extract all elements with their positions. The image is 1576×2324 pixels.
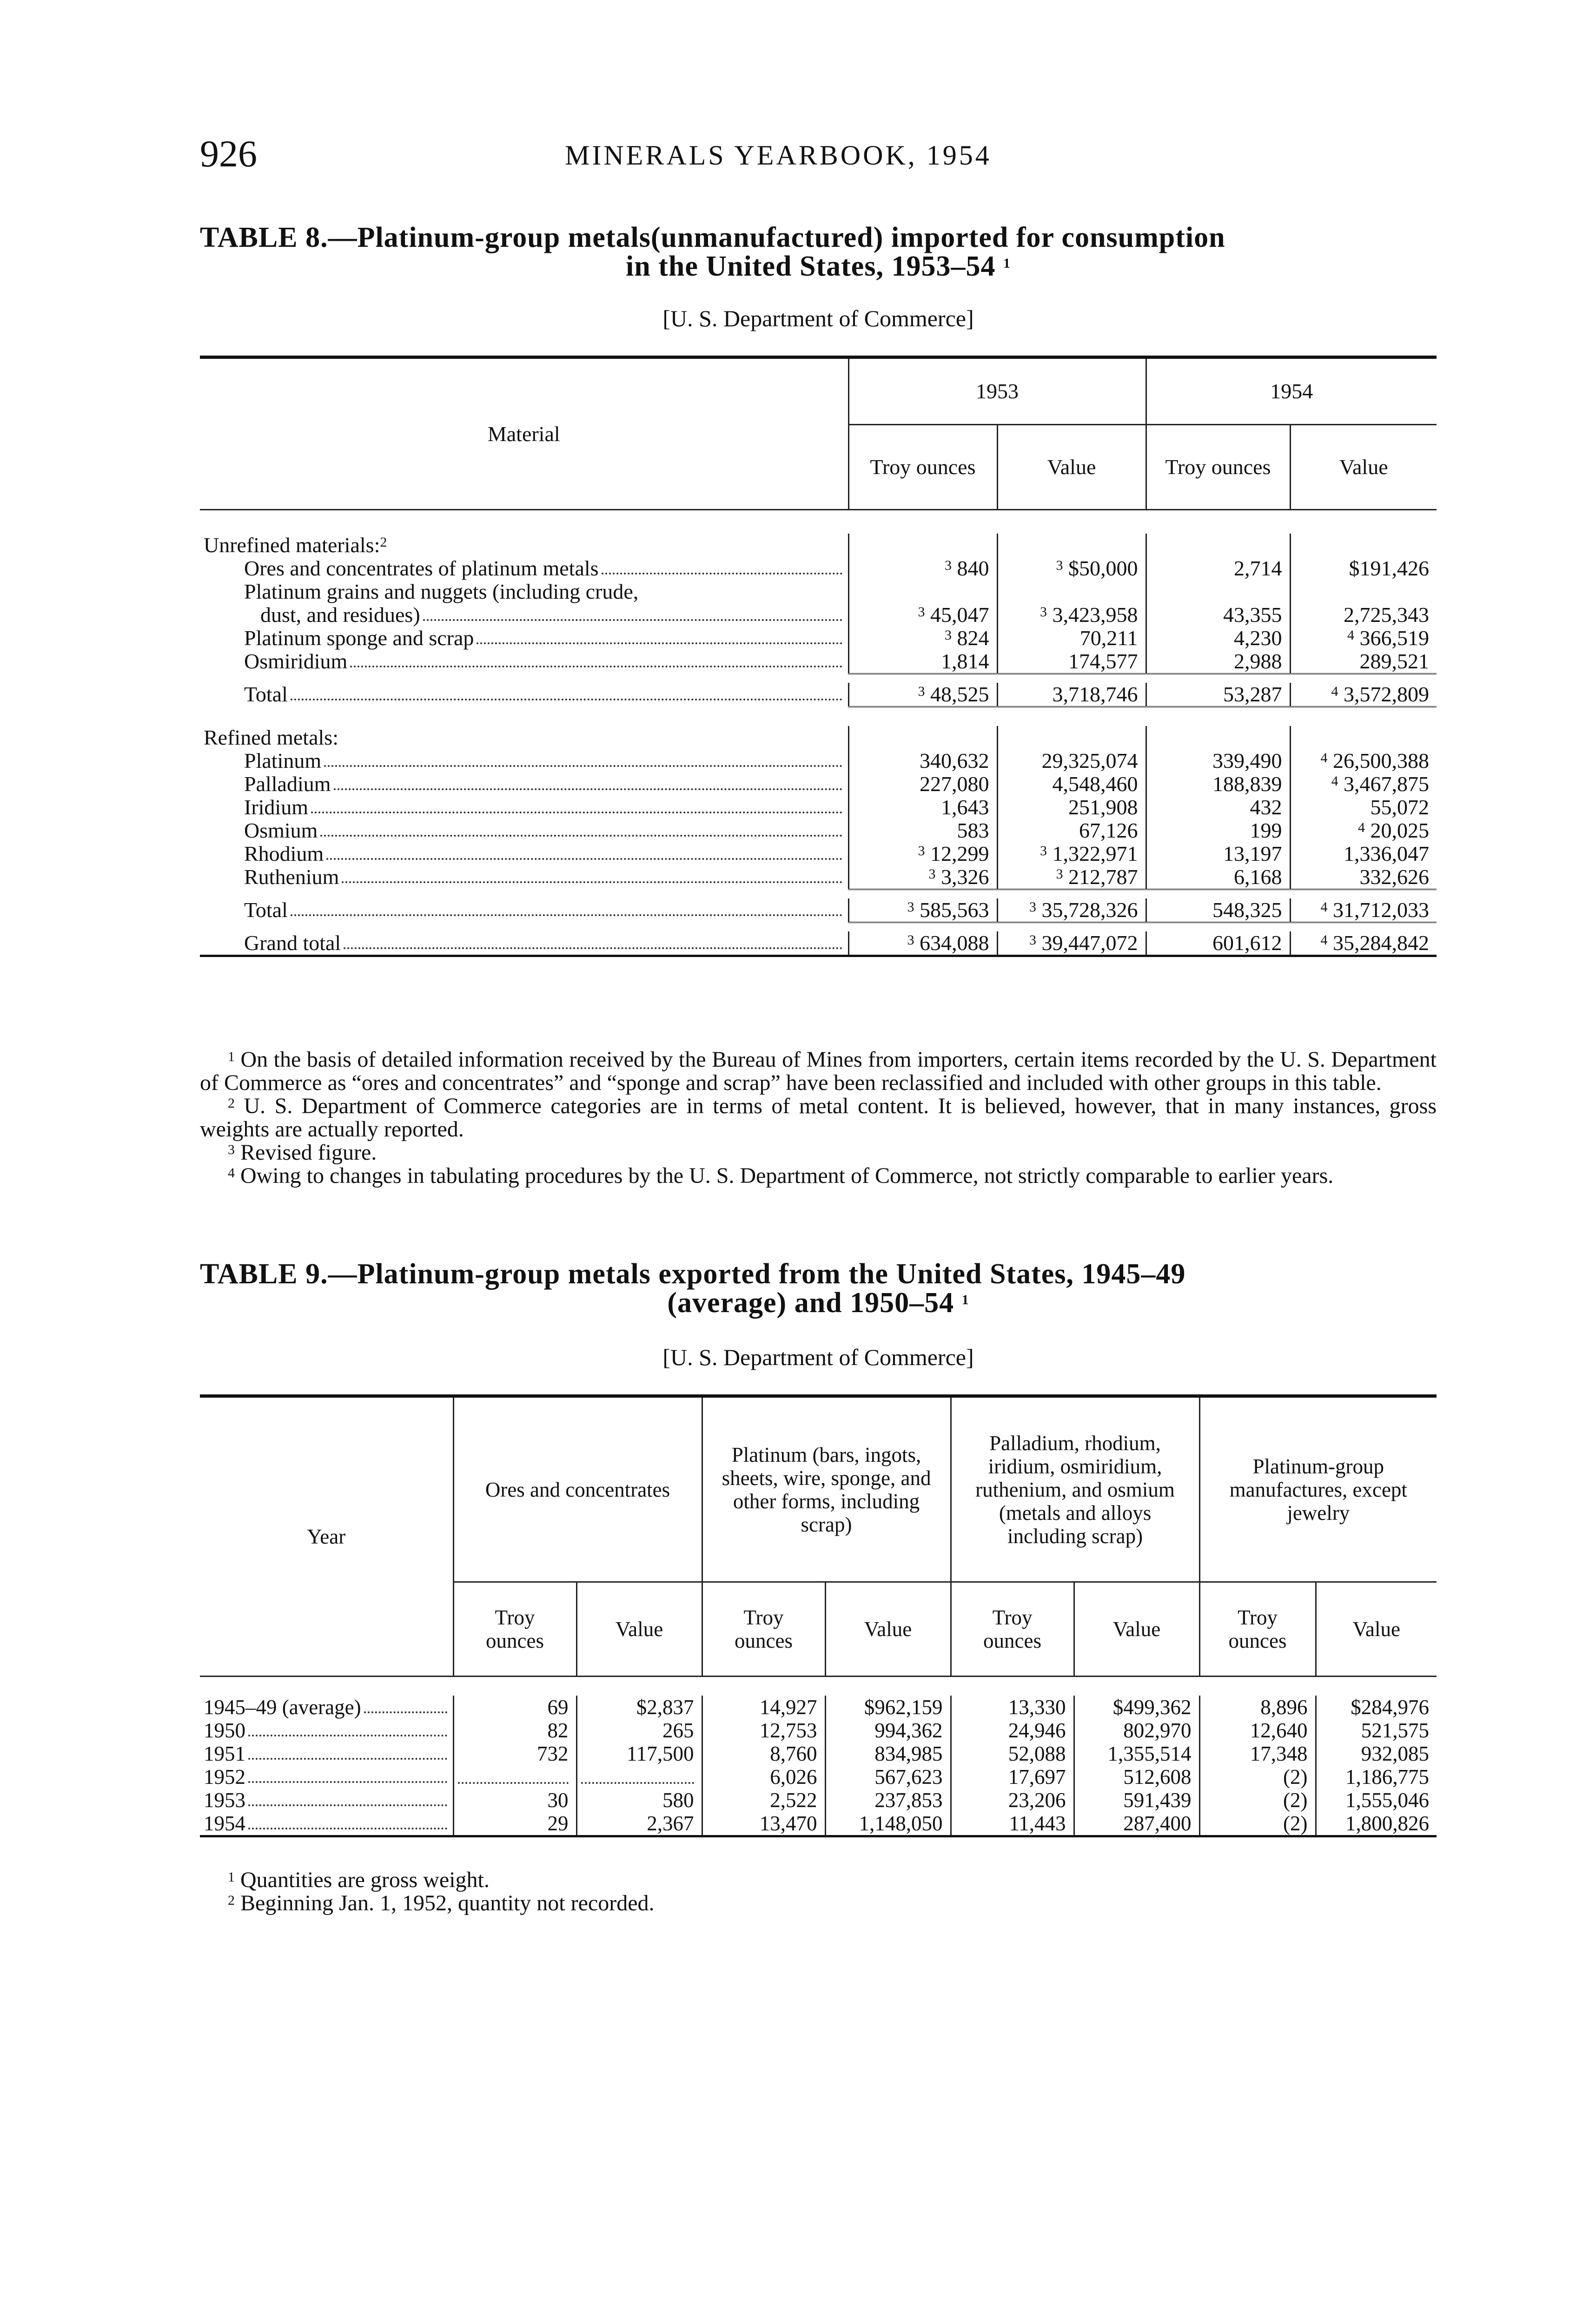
table9-dash-fill — [458, 1765, 569, 1784]
table8-grand-total-value-1954-note: 4 — [1320, 932, 1328, 948]
table9-footnote-2 — [200, 1892, 1437, 1915]
table9-head-troy-3: Troy ounces — [951, 1582, 1074, 1677]
table8-footnote-4 — [200, 1164, 1437, 1188]
table9-row-4 — [200, 1789, 1437, 1812]
table8-grand-total — [200, 931, 1437, 956]
table9-row-5-c5: 11,443 — [951, 1812, 1074, 1836]
table8-refined-row-4-label-text: Rhodium — [244, 842, 324, 865]
table8-refined-row-1-value-1954: $^4$ 3,467,875 — [1290, 772, 1437, 796]
table8-refined-row-0-value-1954: $^4$ 26,500,388 — [1290, 749, 1437, 772]
table8-refined-row-4-value-1953-note: 3 — [1040, 843, 1047, 858]
table8-unrefined-total-label — [200, 683, 848, 707]
table8-refined-row-3-label — [200, 819, 848, 842]
table8-refined-row-4-troy-1953-note: 3 — [918, 843, 925, 858]
table8-unrefined-row-0-label-text: Ores and concentrates of platinum metals — [244, 556, 599, 580]
table9-head-manufactures: Platinum-group manufactures, except jewelry — [1199, 1396, 1437, 1582]
table8-refined-row-3-value-1954: $^4$ 20,025 — [1290, 819, 1437, 842]
table9-head-palladium: Palladium, rhodium, iridium, osmiridium, ruthenium, and osmium (metals and alloys including scrap) — [951, 1396, 1199, 1582]
table8-refined-row-3 — [200, 819, 1437, 842]
table8-empty-cell — [1146, 534, 1290, 557]
table9-head-troy-4: Troy ounces — [1199, 1582, 1316, 1677]
table9-row-1-c5: 24,946 — [951, 1719, 1074, 1742]
table8-unrefined-row-2-troy-1954: 43,355 — [1146, 603, 1290, 627]
table8-refined-row-2-label-text: Iridium — [244, 795, 308, 819]
table8-refined-row-4-label — [200, 842, 848, 865]
table8-unrefined-row-0 — [200, 557, 1437, 580]
table8-unrefined-row-4-value-1953: 174,577 — [997, 650, 1146, 674]
table8-title-line2: in the United States, 1953–54 — [626, 251, 996, 282]
table9-row-3-c5: 17,697 — [951, 1765, 1074, 1789]
table8-unrefined-row-2-troy-1953-note: 3 — [918, 604, 925, 620]
table8-refined-total-value-1953: $^3$ 35,728,326 — [997, 898, 1146, 923]
table8-refined-row-2-troy-1953: 1,643 — [848, 796, 997, 819]
table8-refined-row-1-value-1954-note: 4 — [1331, 773, 1338, 789]
table9-row-5-c3: 13,470 — [702, 1812, 825, 1836]
table8-footnote-2 — [200, 1095, 1437, 1141]
table9-head-year: Year — [200, 1396, 453, 1677]
table8-refined-row-5-troy-1953: $^3$ 3,326 — [848, 865, 997, 890]
table8-footnote-3 — [200, 1141, 1437, 1164]
table8-unrefined-row-2 — [200, 603, 1437, 627]
table8-unrefined-row-0-value-1953: $^3$ $50,000 — [997, 557, 1146, 580]
table9-row-3-c6: 512,608 — [1074, 1765, 1199, 1789]
table8-unrefined-row-3-troy-1953: $^3$ 824 — [848, 627, 997, 650]
table8-unrefined-row-2-troy-1953: $^3$ 45,047 — [848, 603, 997, 627]
table8-footnote-mark: 3 — [228, 1142, 235, 1157]
table8-unrefined-total-value-1953: 3,718,746 — [997, 683, 1146, 707]
table9-row-4-c6: 591,439 — [1074, 1789, 1199, 1812]
table8-empty-cell — [848, 726, 997, 749]
table8-unrefined-row-3-label-text: Platinum sponge and scrap — [244, 626, 474, 650]
table8-refined-row-3-value-1953: 67,126 — [997, 819, 1146, 842]
table9-row-1-year — [200, 1719, 453, 1742]
table9-row-2-c1: 732 — [453, 1742, 576, 1765]
table8-unrefined-note: 2 — [380, 535, 387, 550]
table9-row-0-c1: 69 — [453, 1696, 576, 1719]
table8-unrefined-row-3-value-1954-note: 4 — [1347, 627, 1354, 643]
table8-unrefined-row-2-label-text: dust, and residues) — [260, 603, 420, 627]
table9-dash-fill — [581, 1765, 694, 1784]
table8-unrefined-row-1-label — [200, 580, 848, 603]
table8-grand-total-value-1953: $^3$ 39,447,072 — [997, 931, 1146, 956]
table8-unrefined-row-1-label-text: Platinum grains and nuggets (including crude, — [244, 580, 639, 603]
table9-row-0-c6: $499,362 — [1074, 1696, 1199, 1719]
table9-row-2-year-text: 1951 — [204, 1742, 245, 1765]
table8-unrefined-row-0-value-1953-note: 3 — [1056, 558, 1063, 573]
table8-unrefined-row-1-troy-1953 — [848, 580, 997, 603]
table8-refined-row-2-label — [200, 796, 848, 819]
table8-refined-row-0 — [200, 749, 1437, 772]
table8 — [200, 356, 1437, 962]
table8-footnote-mark: 4 — [228, 1165, 235, 1181]
table9-head-value-2: Value — [825, 1582, 951, 1677]
table9-row-0-c7: 8,896 — [1199, 1696, 1316, 1719]
table8-unrefined-row-0-value-1954: $191,426 — [1290, 557, 1437, 580]
table9-row-0-c4: $962,159 — [825, 1696, 951, 1719]
table8-refined-row-5-value-1954: 332,626 — [1290, 865, 1437, 890]
table8-unrefined-label: Unrefined materials:$^2$ — [204, 533, 387, 557]
table9-footnotes — [200, 1868, 1437, 1915]
table9-row-5-c8: 1,800,826 — [1316, 1812, 1437, 1836]
table8-footnote-text: Owing to changes in tabulating procedures by the U. S. Department of Commerce, not strictly comparable to earlier years. — [240, 1163, 1334, 1188]
table9-footnote-1 — [200, 1868, 1437, 1892]
table8-refined-row-3-troy-1954: 199 — [1146, 819, 1290, 842]
table9-head-value-3: Value — [1074, 1582, 1199, 1677]
table9-head-troy-2: Troy ounces — [702, 1582, 825, 1677]
table9-row-5-c4: 1,148,050 — [825, 1812, 951, 1836]
table8-refined-row-5-value-1953-note: 3 — [1056, 866, 1063, 882]
table8-unrefined-row-1-value-1954 — [1290, 580, 1437, 603]
table9-row-1-year-text: 1950 — [204, 1719, 245, 1742]
table8-refined-row-2-value-1953: 251,908 — [997, 796, 1146, 819]
table8-unrefined-total-troy-1953: $^3$ 48,525 — [848, 683, 997, 707]
table9-row-3-c2 — [576, 1765, 702, 1789]
table8-refined-row-2 — [200, 796, 1437, 819]
table8-refined-row-0-troy-1953: 340,632 — [848, 749, 997, 772]
table9-row-1-c1: 82 — [453, 1719, 576, 1742]
table8-head-value-1953: Value — [997, 425, 1146, 510]
table8-footnote-text: On the basis of detailed information received by the Bureau of Mines from importers, certain items recorded by the U. S. Department of Commerce as “ores and concentrates” and “sponge and scrap” have been reclassified and included with other groups in this table. — [200, 1047, 1437, 1095]
table8-unrefined-total-troy-1954: 53,287 — [1146, 683, 1290, 707]
table8-refined-row-4-value-1954: 1,336,047 — [1290, 842, 1437, 865]
table8-unrefined-row-4 — [200, 650, 1437, 674]
table8-refined-row-1-troy-1954: 188,839 — [1146, 772, 1290, 796]
table8-unrefined-row-0-troy-1953: $^3$ 840 — [848, 557, 997, 580]
table8-footnote-text: Revised figure. — [240, 1140, 377, 1165]
table9-row-2 — [200, 1742, 1437, 1765]
table8-refined-total-troy-1953: $^3$ 585,563 — [848, 898, 997, 923]
table9-title-note: 1 — [961, 1292, 969, 1307]
table8-refined-row-5-label-text: Ruthenium — [244, 865, 339, 889]
table8-refined-row-1-label — [200, 772, 848, 796]
table8-grand-total-value-1953-note: 3 — [1029, 932, 1036, 948]
table8-unrefined-row-0-label — [200, 557, 848, 580]
table9-row-2-c6: 1,355,514 — [1074, 1742, 1199, 1765]
table9-title-line1: TABLE 9.—Platinum-group metals exported from the United States, 1945–49 — [200, 1258, 1186, 1290]
table9-row-3-c8: 1,186,775 — [1316, 1765, 1437, 1789]
table9-row-0-c3: 14,927 — [702, 1696, 825, 1719]
table8-refined-row-5-troy-1954: 6,168 — [1146, 865, 1290, 890]
table8-refined-total-label-text: Total — [244, 898, 288, 922]
table9-row-3-c7: (2) — [1199, 1765, 1316, 1789]
table8-unrefined-total-value-1954: $^4$ 3,572,809 — [1290, 683, 1437, 707]
table8-refined-row-0-value-1954-note: 4 — [1320, 750, 1328, 766]
table8-unrefined-row-0-troy-1954: 2,714 — [1146, 557, 1290, 580]
table9-row-5-c6: 287,400 — [1074, 1812, 1199, 1836]
table8-refined-row-0-troy-1954: 339,490 — [1146, 749, 1290, 772]
table9-title — [200, 1260, 1437, 1317]
table8-footnote-1 — [200, 1048, 1437, 1095]
table9-row-5-c2: 2,367 — [576, 1812, 702, 1836]
table8-refined-row-3-label-text: Osmium — [244, 819, 318, 842]
table9-row-5-c7: (2) — [1199, 1812, 1316, 1836]
table8-refined-total-troy-1953-note: 3 — [907, 899, 914, 915]
table9-row-4-c4: 237,853 — [825, 1789, 951, 1812]
table8-refined-row-4-troy-1954: 13,197 — [1146, 842, 1290, 865]
table9-row-3 — [200, 1765, 1437, 1789]
table9-row-3-c1 — [453, 1765, 576, 1789]
table8-refined-row-1-troy-1953: 227,080 — [848, 772, 997, 796]
table9-row-0-year — [200, 1696, 453, 1719]
table8-title — [200, 223, 1437, 281]
table8-empty-cell — [1146, 726, 1290, 749]
table8-head-value-1954: Value — [1290, 425, 1437, 510]
table8-empty-cell — [997, 534, 1146, 557]
table8-grand-total-value-1954: $^4$ 35,284,842 — [1290, 931, 1437, 956]
table8-unrefined-total — [200, 683, 1437, 707]
table8-head-1954: 1954 — [1146, 357, 1437, 425]
table8-unrefined-row-2-value-1953-note: 3 — [1040, 604, 1047, 620]
table9-row-0 — [200, 1696, 1437, 1719]
table8-head-material: Material — [200, 357, 848, 510]
table9-row-1-c6: 802,970 — [1074, 1719, 1199, 1742]
running-header: MINERALS YEARBOOK, 1954 — [565, 140, 992, 171]
table8-refined-row-5 — [200, 865, 1437, 890]
table8-refined-total-troy-1954: 548,325 — [1146, 898, 1290, 923]
table8-refined-row-0-value-1953: 29,325,074 — [997, 749, 1146, 772]
table8-title-note: 1 — [1003, 256, 1011, 271]
table9-row-4-c8: 1,555,046 — [1316, 1789, 1437, 1812]
table8-refined-row-4-troy-1953: $^3$ 12,299 — [848, 842, 997, 865]
table8-unrefined-row-1 — [200, 580, 1437, 603]
table8-refined-row-0-label-text: Platinum — [244, 749, 322, 772]
table8-unrefined-row-1-troy-1954 — [1146, 580, 1290, 603]
table9-head-value-1: Value — [576, 1582, 702, 1677]
table8-refined-label: Refined metals: — [204, 726, 338, 749]
table8-footnote-mark: 1 — [228, 1049, 235, 1064]
table8-footnotes — [200, 1048, 1437, 1188]
table9-row-4-c5: 23,206 — [951, 1789, 1074, 1812]
page-number: 926 — [200, 132, 257, 175]
table8-refined-row-3-value-1954-note: 4 — [1358, 820, 1365, 835]
table8-unrefined-total-troy-1953-note: 3 — [918, 684, 925, 699]
table9-row-4-c3: 2,522 — [702, 1789, 825, 1812]
table8-empty-cell — [1290, 726, 1437, 749]
table8-unrefined-row-3-label — [200, 627, 848, 650]
table9-row-2-c4: 834,985 — [825, 1742, 951, 1765]
table9-row-4-year-text: 1953 — [204, 1789, 245, 1812]
table8-refined-header — [200, 726, 1437, 749]
table8-unrefined-row-4-label-text: Osmiridium — [244, 649, 348, 673]
table9-row-4-c1: 30 — [453, 1789, 576, 1812]
table8-unrefined-row-3-value-1953: 70,211 — [997, 627, 1146, 650]
table8-empty-cell — [1290, 534, 1437, 557]
table8-head-troy-1954: Troy ounces — [1146, 425, 1290, 510]
table9-row-2-c7: 17,348 — [1199, 1742, 1316, 1765]
table8-footnote-text: U. S. Department of Commerce categories are in terms of metal content. It is believed, however, that in many instances, gross weights are actually reported. — [200, 1094, 1437, 1142]
table8-refined-row-1-value-1953: 4,548,460 — [997, 772, 1146, 796]
table8-head-troy-1953: Troy ounces — [848, 425, 997, 510]
table8-refined-row-4 — [200, 842, 1437, 865]
table9-footnote-text: Beginning Jan. 1, 1952, quantity not recorded. — [240, 1891, 655, 1915]
table9-row-2-c8: 932,085 — [1316, 1742, 1437, 1765]
table9-row-2-year — [200, 1742, 453, 1765]
table9-head-value-4: Value — [1316, 1582, 1437, 1677]
table9-footnote-mark: 2 — [228, 1893, 235, 1908]
table9-head-platinum: Platinum (bars, ingots, sheets, wire, sponge, and other forms, including scrap) — [702, 1396, 951, 1582]
table9-row-1-c2: 265 — [576, 1719, 702, 1742]
table8-refined-total-value-1953-note: 3 — [1029, 899, 1036, 915]
table9-head-ores: Ores and concentrates — [453, 1396, 702, 1582]
table9-row-1-c3: 12,753 — [702, 1719, 825, 1742]
table8-empty-cell — [997, 726, 1146, 749]
table8-refined-row-3-troy-1953: 583 — [848, 819, 997, 842]
table9-row-1-c7: 12,640 — [1199, 1719, 1316, 1742]
table8-grand-total-label — [200, 931, 848, 956]
table9-row-3-c3: 6,026 — [702, 1765, 825, 1789]
table8-unrefined-row-4-troy-1953: 1,814 — [848, 650, 997, 674]
table8-unrefined-row-2-label — [200, 603, 848, 627]
table9-row-5-year-text: 1954 — [204, 1812, 245, 1835]
table8-unrefined-total-value-1954-note: 4 — [1331, 684, 1338, 699]
table9-source: [U. S. Department of Commerce] — [662, 1344, 974, 1370]
table8-footnote-mark: 2 — [228, 1096, 235, 1111]
table8-title-line1: TABLE 8.—Platinum-group metals(unmanufactured) imported for consumption — [200, 222, 1225, 253]
table8-refined-row-5-value-1953: $^3$ 212,787 — [997, 865, 1146, 890]
table9-row-1-c4: 994,362 — [825, 1719, 951, 1742]
table9-row-4-c7: (2) — [1199, 1789, 1316, 1812]
table8-unrefined-row-0-troy-1953-note: 3 — [945, 558, 952, 573]
table8-refined-total-value-1954-note: 4 — [1320, 899, 1328, 915]
table8-refined-row-5-label — [200, 865, 848, 890]
table9-footnote-text: Quantities are gross weight. — [240, 1868, 490, 1892]
table9-row-1-c8: 521,575 — [1316, 1719, 1437, 1742]
table8-unrefined-row-3-troy-1954: 4,230 — [1146, 627, 1290, 650]
table8-refined-total-value-1954: $^4$ 31,712,033 — [1290, 898, 1437, 923]
table8-refined-row-2-troy-1954: 432 — [1146, 796, 1290, 819]
table8-refined-row-5-troy-1953-note: 3 — [928, 866, 936, 882]
table8-unrefined-total-label-text: Total — [244, 682, 288, 706]
table8-head-1953: 1953 — [848, 357, 1146, 425]
table8-unrefined-row-3 — [200, 627, 1437, 650]
table8-empty-cell — [848, 534, 997, 557]
table9-head-troy-1: Troy ounces — [453, 1582, 576, 1677]
table8-unrefined-row-2-value-1953: $^3$ 3,423,958 — [997, 603, 1146, 627]
table8-refined-row-2-value-1954: 55,072 — [1290, 796, 1437, 819]
table8-refined-row-0-label — [200, 749, 848, 772]
table9-row-5-year — [200, 1812, 453, 1836]
table9-row-3-year — [200, 1765, 453, 1789]
table8-unrefined-row-2-value-1954: 2,725,343 — [1290, 603, 1437, 627]
table8-unrefined-row-4-value-1954: 289,521 — [1290, 650, 1437, 674]
table9-row-0-year-text: 1945–49 (average) — [204, 1696, 361, 1719]
table8-unrefined-header — [200, 534, 1437, 557]
table9-row-4-c2: 580 — [576, 1789, 702, 1812]
table9-row-2-c3: 8,760 — [702, 1742, 825, 1765]
table9-row-0-c2: $2,837 — [576, 1696, 702, 1719]
table9-row-2-c2: 117,500 — [576, 1742, 702, 1765]
table8-grand-total-troy-1953-note: 3 — [907, 932, 914, 948]
table8-refined-total-label — [200, 898, 848, 923]
table8-unrefined-row-1-value-1953 — [997, 580, 1146, 603]
table8-refined-total — [200, 898, 1437, 923]
table8-unrefined-row-3-troy-1953-note: 3 — [945, 627, 952, 643]
table8-unrefined-row-4-label — [200, 650, 848, 674]
table8-grand-total-troy-1954: 601,612 — [1146, 931, 1290, 956]
table8-refined-row-1-label-text: Palladium — [244, 772, 331, 796]
table9-row-2-c5: 52,088 — [951, 1742, 1074, 1765]
table8-refined-row-1 — [200, 772, 1437, 796]
table9-row-3-c4: 567,623 — [825, 1765, 951, 1789]
table9-row-1 — [200, 1719, 1437, 1742]
table9-row-5 — [200, 1812, 1437, 1836]
table8-unrefined-row-4-troy-1954: 2,988 — [1146, 650, 1290, 674]
table9-row-0-c8: $284,976 — [1316, 1696, 1437, 1719]
table9 — [200, 1394, 1437, 1842]
table9-row-3-year-text: 1952 — [204, 1765, 245, 1789]
table8-grand-total-label-text: Grand total — [244, 931, 341, 955]
table9-row-5-c1: 29 — [453, 1812, 576, 1836]
table8-grand-total-troy-1953: $^3$ 634,088 — [848, 931, 997, 956]
table9-footnote-mark: 1 — [228, 1869, 235, 1885]
table9-title-line2: (average) and 1950–54 — [667, 1287, 954, 1319]
table8-unrefined-row-3-value-1954: $^4$ 366,519 — [1290, 627, 1437, 650]
table8-refined-row-4-value-1953: $^3$ 1,322,971 — [997, 842, 1146, 865]
table9-row-4-year — [200, 1789, 453, 1812]
table9-row-0-c5: 13,330 — [951, 1696, 1074, 1719]
table8-source: [U. S. Department of Commerce] — [662, 305, 974, 331]
